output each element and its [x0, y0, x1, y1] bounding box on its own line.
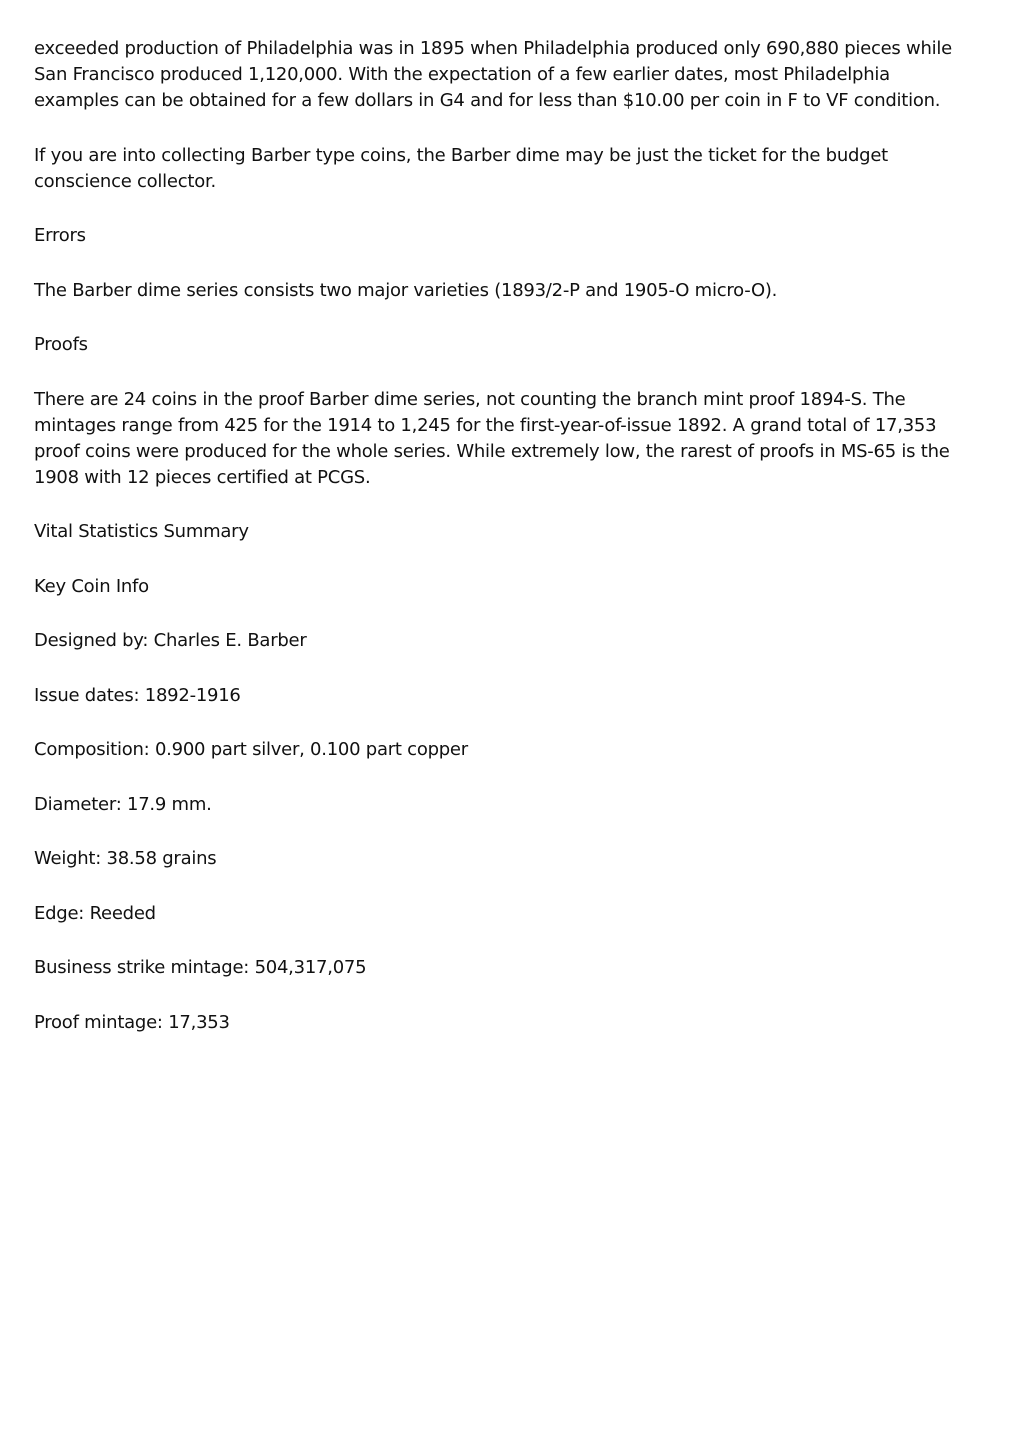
paragraph-proof-series: There are 24 coins in the proof Barber dime series, not counting the branch mint proof 1894-S. The mintages range from 425 for the 1914 to 1,245 for the first-year-of-issue 1892. A grand total of 17,353 proof coins were produced for the whole series. While extremely low, the rarest of proofs in MS-65 is the 1908 with 12 pieces certified at PCGS.	[34, 388, 950, 488]
heading-proofs: Proofs	[34, 334, 88, 355]
heading-key-coin-info: Key Coin Info	[34, 575, 149, 597]
stat-edge: Edge: Reeded	[34, 902, 156, 924]
stat-composition: Composition: 0.900 part silver, 0.100 part copper	[34, 739, 468, 760]
paragraph-production-history: exceeded production of Philadelphia was in 1895 when Philadelphia produced only 690,880 pieces while San Francisco produced 1,120,000. With the expectation of a few earlier dates, most Philadelphia examples can be obtained for a few dollars in G4 and for less than $10.00 per coin in F to VF condition.	[34, 38, 952, 111]
stat-proof-mintage: Proof mintage: 17,353	[34, 1011, 230, 1033]
paragraph-varieties: The Barber dime series consists two major varieties (1893/2-P and 1905-O micro-O).	[34, 279, 778, 301]
stat-diameter: Diameter: 17.9 mm.	[34, 793, 212, 815]
stat-weight: Weight: 38.58 grains	[34, 848, 217, 869]
document-page	[34, 36, 964, 1064]
stat-designer: Designed by: Charles E. Barber	[34, 630, 307, 651]
stat-issue-dates: Issue dates: 1892-1916	[34, 684, 241, 706]
heading-errors: Errors	[34, 225, 86, 246]
heading-vital-statistics: Vital Statistics Summary	[34, 521, 249, 542]
stat-business-strike-mintage: Business strike mintage: 504,317,075	[34, 957, 367, 978]
paragraph-collecting-advice: If you are into collecting Barber type coins, the Barber dime may be just the ticket for the budget conscience collector.	[34, 144, 888, 192]
